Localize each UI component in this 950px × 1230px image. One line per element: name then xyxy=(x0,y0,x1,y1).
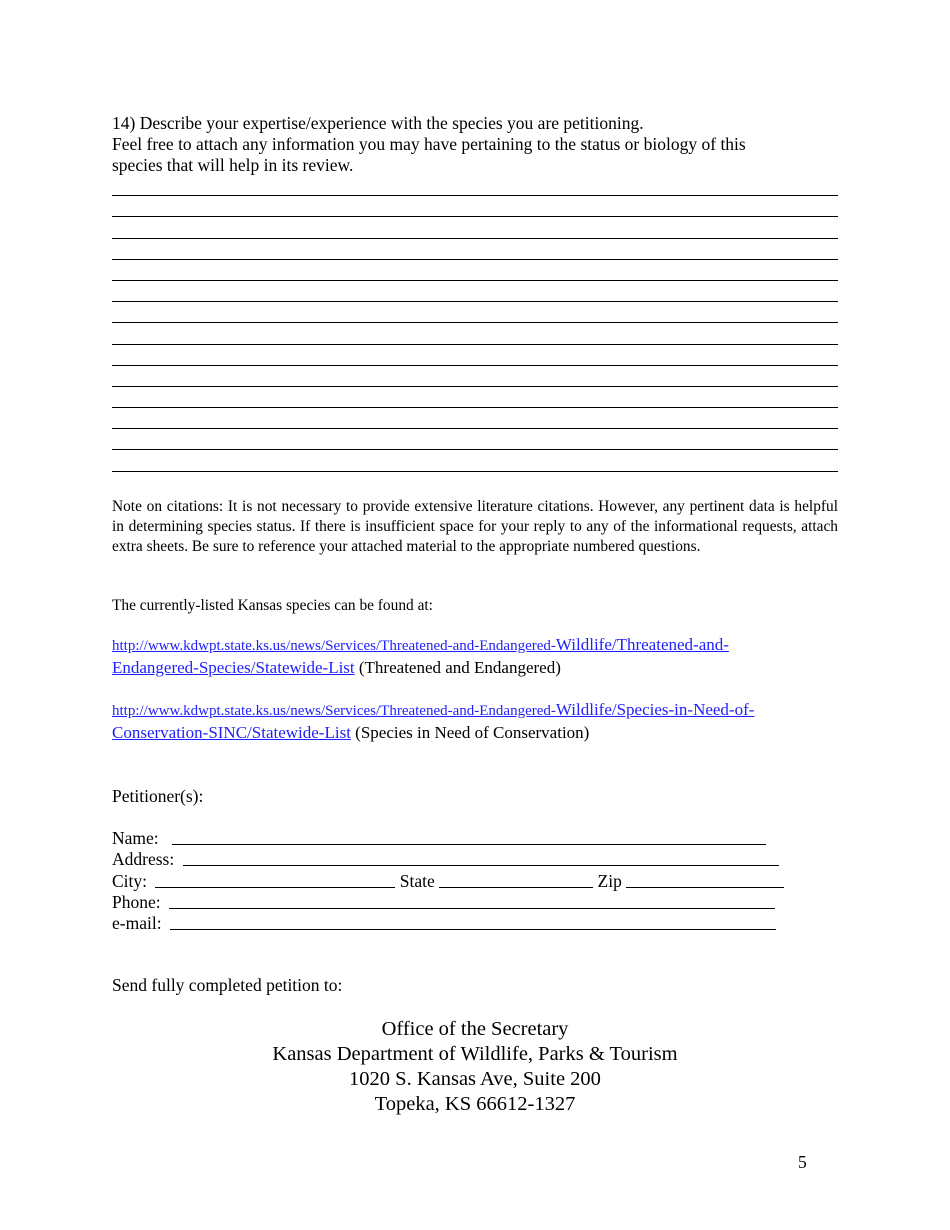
answer-line[interactable] xyxy=(112,366,838,387)
mailing-address xyxy=(112,1017,838,1117)
threatened-link-suffix: (Threatened and Endangered) xyxy=(354,658,561,677)
question-14 xyxy=(112,113,838,176)
citation-note: Note on citations: It is not necessary to provide extensive literature citations. However, any pertinent data is helpful in determining species status. If there is insufficient space for your reply to any of the informational requests, attach extra sheets. Be sure to reference your attached material to the appropriate numbered questions. xyxy=(112,498,838,555)
answer-line[interactable] xyxy=(112,323,838,344)
send-instruction: Send fully completed petition to: xyxy=(112,975,343,995)
sinc-link-block xyxy=(112,699,852,743)
state-label: State xyxy=(399,871,435,891)
answer-line[interactable] xyxy=(112,302,838,323)
address-label: Address: xyxy=(112,849,175,869)
answer-line[interactable] xyxy=(112,387,838,408)
answer-line[interactable] xyxy=(112,239,838,260)
answer-line[interactable] xyxy=(112,175,838,196)
city-label: City: xyxy=(112,871,148,891)
answer-line[interactable] xyxy=(112,345,838,366)
threatened-link-block xyxy=(112,634,852,678)
question-line-3: species that will help in its review. xyxy=(112,155,354,175)
threatened-endangered-link[interactable]: http://www.kdwpt.state.ks.us/news/Services/Threatened-and-Endangered-Wildlife/Threatened-and- Endangered-Species/Statewide-List xyxy=(112,635,729,677)
answer-line[interactable] xyxy=(112,196,838,217)
zip-label: Zip xyxy=(597,871,622,891)
name-field[interactable] xyxy=(172,828,766,845)
answer-line[interactable] xyxy=(112,217,838,238)
answer-line[interactable] xyxy=(112,260,838,281)
answer-line[interactable] xyxy=(112,408,838,429)
address-line-4: Topeka, KS 66612-1327 xyxy=(374,1093,576,1115)
email-row xyxy=(112,913,776,934)
question-line-1: 14) Describe your expertise/experience with the species you are petitioning. xyxy=(112,113,644,133)
question-line-2: Feel free to attach any information you may have pertaining to the status or biology of this xyxy=(112,134,746,154)
address-row xyxy=(112,849,779,870)
page-number: 5 xyxy=(798,1152,807,1172)
answer-line[interactable] xyxy=(112,450,838,471)
email-label: e-mail: xyxy=(112,913,162,933)
address-line-3: 1020 S. Kansas Ave, Suite 200 xyxy=(349,1068,601,1090)
city-field[interactable] xyxy=(155,871,395,888)
email-field[interactable] xyxy=(170,913,776,930)
sinc-link[interactable]: http://www.kdwpt.state.ks.us/news/Services/Threatened-and-Endangered-Wildlife/Species-in-Need-of- Conservation-SINC/Statewide-List xyxy=(112,700,755,742)
species-list-intro: The currently-listed Kansas species can be found at: xyxy=(112,597,433,614)
sinc-link-suffix: (Species in Need of Conservation) xyxy=(350,723,590,742)
phone-row xyxy=(112,892,775,913)
city-row xyxy=(112,871,784,892)
name-row xyxy=(112,828,766,849)
address-line-1: Office of the Secretary xyxy=(381,1018,569,1040)
phone-field[interactable] xyxy=(169,892,775,909)
address-line-2: Kansas Department of Wildlife, Parks & Tourism xyxy=(272,1043,678,1065)
name-label: Name: xyxy=(112,828,159,848)
address-field[interactable] xyxy=(183,849,779,866)
petitioner-heading: Petitioner(s): xyxy=(112,786,204,806)
phone-label: Phone: xyxy=(112,892,161,912)
state-field[interactable] xyxy=(439,871,593,888)
answer-line[interactable] xyxy=(112,281,838,302)
answer-line[interactable] xyxy=(112,429,838,450)
zip-field[interactable] xyxy=(626,871,784,888)
answer-lines[interactable] xyxy=(112,175,838,472)
